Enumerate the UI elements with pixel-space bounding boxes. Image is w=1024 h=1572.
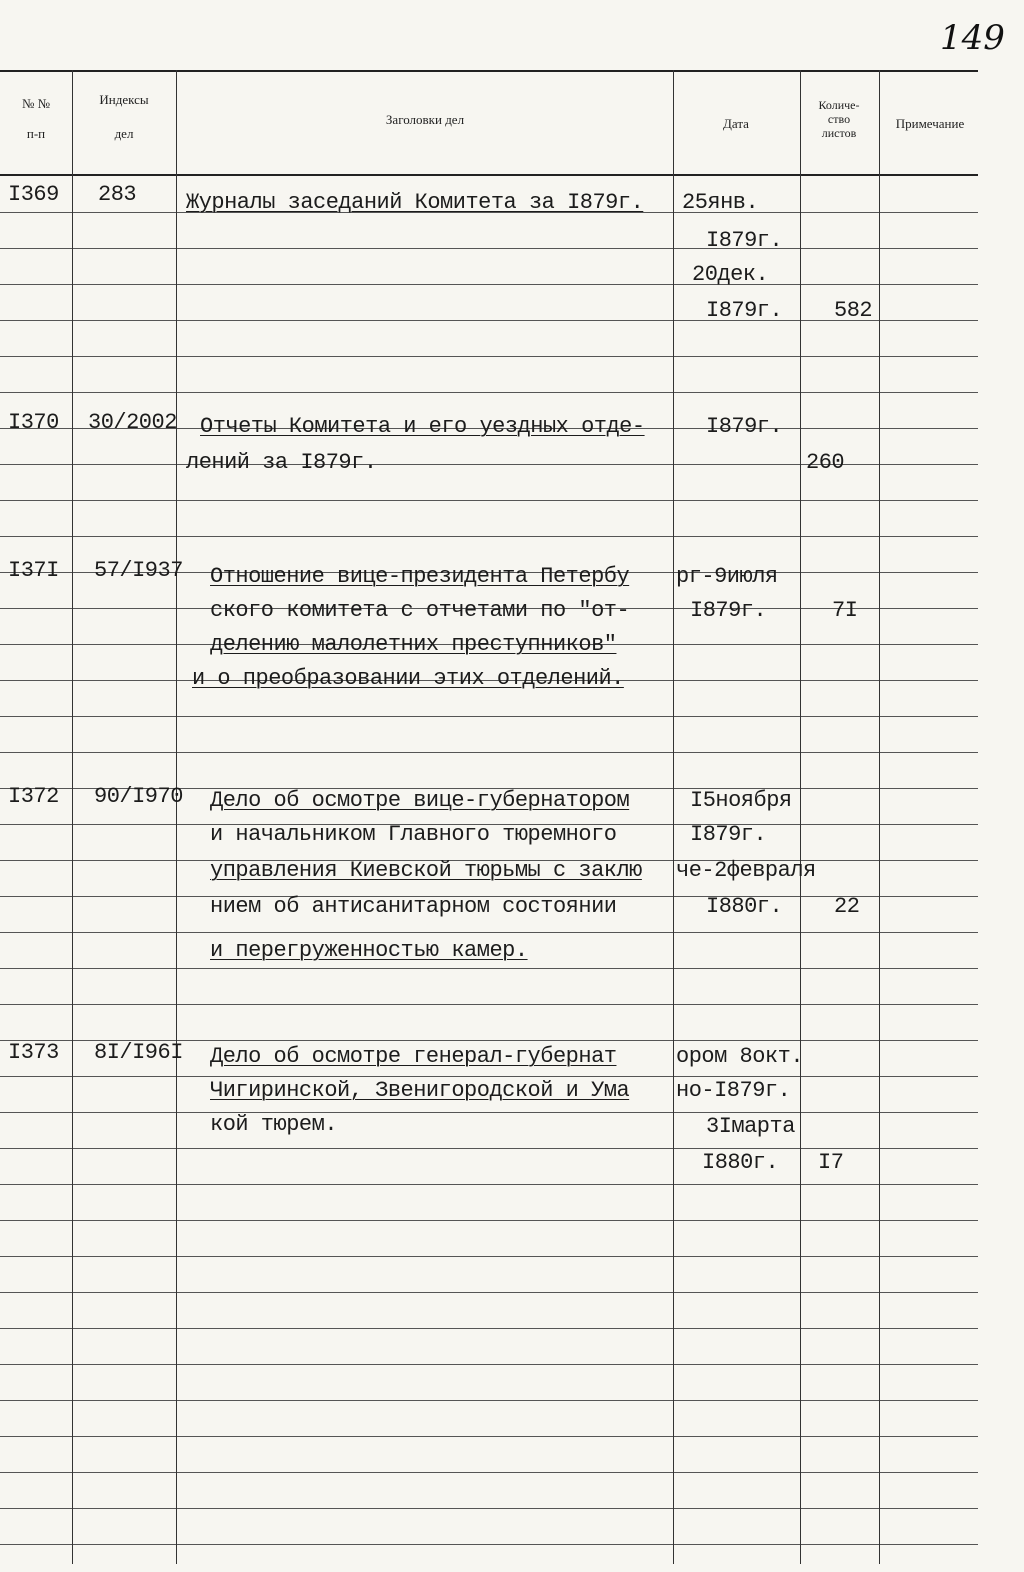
- column-divider-title: [673, 70, 674, 1564]
- row-title-line: Чигиринской, Звенигородской и Ума: [210, 1078, 630, 1103]
- row-num: I372: [8, 784, 59, 809]
- row-date-line: рг-9июля: [676, 564, 778, 589]
- ruled-line: [0, 320, 978, 321]
- row-date-line: I880г.: [706, 894, 783, 919]
- row-sheet-count: 582: [834, 298, 873, 323]
- row-sheet-count: 7I: [832, 598, 858, 623]
- column-divider-index: [176, 70, 177, 1564]
- ruled-line: [0, 1148, 978, 1149]
- row-date-line: че-2февраля: [676, 858, 816, 883]
- row-index: 90/I970: [94, 784, 183, 809]
- row-date-line: I879г.: [706, 298, 783, 323]
- ruled-line: [0, 1544, 978, 1545]
- row-index: 283: [98, 182, 137, 207]
- ruled-line: [0, 968, 978, 969]
- ruled-line: [0, 1400, 978, 1401]
- ruled-line: [0, 1436, 978, 1437]
- ruled-line: [0, 248, 978, 249]
- row-title-line: Дело об осмотре генерал-губернат: [210, 1044, 617, 1069]
- page-number-stamp: 149: [940, 18, 1005, 58]
- row-title-line: нием об антисанитарном состоянии: [210, 894, 617, 919]
- ruled-line: [0, 1328, 978, 1329]
- row-title-line: делению малолетних преступников": [210, 632, 617, 657]
- ruled-line: [0, 1508, 978, 1509]
- ruled-line: [0, 932, 978, 933]
- ruled-line: [0, 500, 978, 501]
- ruled-line: [0, 1220, 978, 1221]
- ruled-line: [0, 1004, 978, 1005]
- header-top-rule: [0, 70, 978, 72]
- row-sheet-count: I7: [818, 1150, 844, 1175]
- row-date-line: но-I879г.: [676, 1078, 791, 1103]
- column-divider-date: [800, 70, 801, 1564]
- row-date-line: 20дек.: [692, 262, 769, 287]
- ruled-line: [0, 536, 978, 537]
- header-num: № № п-п: [21, 96, 51, 141]
- row-date-line: ором 8окт.: [676, 1044, 804, 1069]
- row-num: I369: [8, 182, 59, 207]
- header-bottom-rule: [0, 174, 978, 176]
- ruled-line: [0, 1364, 978, 1365]
- row-title-line: и перегруженностью камер.: [210, 938, 528, 963]
- ruled-line: [0, 1112, 978, 1113]
- row-date-line: I879г.: [690, 598, 767, 623]
- ruled-line: [0, 1256, 978, 1257]
- row-index: 57/I937: [94, 558, 183, 583]
- ruled-line: [0, 1292, 978, 1293]
- row-num: I373: [8, 1040, 59, 1065]
- header-title: Заголовки дел: [385, 112, 465, 127]
- row-title-line: Отношение вице-президента Петербу: [210, 564, 630, 589]
- row-title-line: и начальником Главного тюремного: [210, 822, 617, 847]
- ruled-line: [0, 1076, 978, 1077]
- header-note: Примечание: [895, 116, 965, 131]
- ruled-line: [0, 1472, 978, 1473]
- row-title-line: лений за I879г.: [186, 450, 377, 475]
- row-num: I370: [8, 410, 59, 435]
- header-date: Дата: [723, 116, 749, 131]
- row-index: 30/2002: [88, 410, 177, 435]
- row-date-line: I879г.: [706, 228, 783, 253]
- row-num: I37I: [8, 558, 59, 583]
- column-divider-count: [879, 70, 880, 1564]
- header-index: Индексы дел: [99, 92, 149, 141]
- row-title-line: Отчеты Комитета и его уездных отде-: [200, 414, 645, 439]
- row-date-line: I5ноября: [690, 788, 792, 813]
- row-sheet-count: 260: [806, 450, 845, 475]
- ruled-line: [0, 356, 978, 357]
- row-sheet-count: 22: [834, 894, 860, 919]
- ruled-line: [0, 284, 978, 285]
- ruled-line: [0, 752, 978, 753]
- column-divider-num: [72, 70, 73, 1564]
- ruled-line: [0, 716, 978, 717]
- row-date-line: I879г.: [706, 414, 783, 439]
- row-date-line: 3Iмарта: [706, 1114, 795, 1139]
- header-count: Количе- ство листов: [818, 98, 860, 140]
- row-date-line: 25янв.: [682, 190, 759, 215]
- row-title-line: и о преобразовании этих отделений.: [192, 666, 624, 691]
- row-title-line: управления Киевской тюрьмы с заклю: [210, 858, 642, 883]
- row-title-line: Журналы заседаний Комитета за I879г.: [186, 190, 644, 215]
- row-index: 8I/I96I: [94, 1040, 183, 1065]
- ruled-line: [0, 392, 978, 393]
- row-title-line: ского комитета с отчетами по "от-: [210, 598, 630, 623]
- row-title-line: кой тюрем.: [210, 1112, 338, 1137]
- row-date-line: I879г.: [690, 822, 767, 847]
- ruled-line: [0, 1184, 978, 1185]
- row-title-line: Дело об осмотре вице-губернатором: [210, 788, 630, 813]
- row-date-line: I880г.: [702, 1150, 779, 1175]
